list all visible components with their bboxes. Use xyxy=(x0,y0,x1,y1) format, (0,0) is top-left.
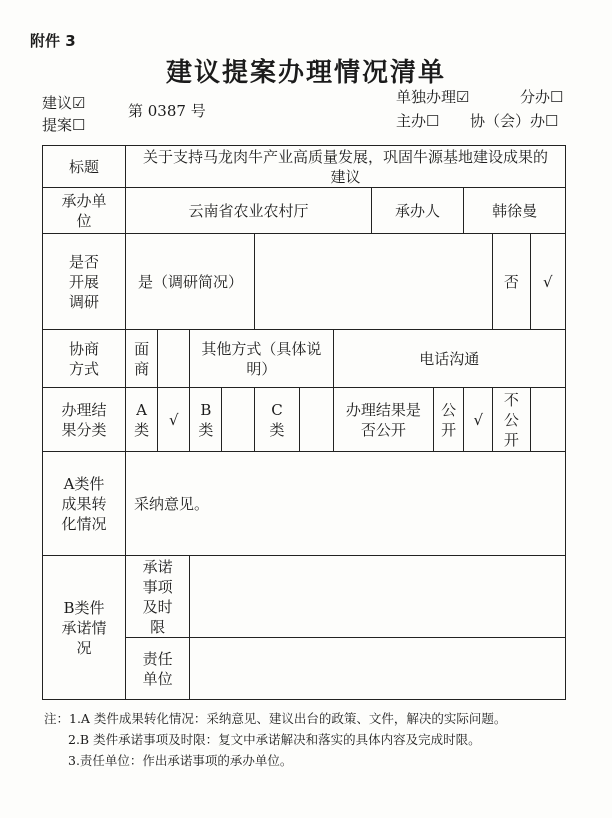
b-commit-label: B类件承诺情况 xyxy=(43,556,126,700)
result-label: 办理结果分类 xyxy=(43,388,126,452)
consult-face: 面商 xyxy=(126,330,158,388)
title-label: 标题 xyxy=(43,146,126,188)
mode-split: 分办☐ xyxy=(520,88,564,106)
result-b-mark xyxy=(222,388,254,452)
public-yes-check: √ xyxy=(464,388,493,452)
public-label: 办理结果是否公开 xyxy=(333,388,434,452)
research-summary xyxy=(254,234,493,330)
consult-other-value: 电话沟通 xyxy=(333,330,566,388)
note-1: 注：1.A 类件成果转化情况：采纳意见、建议出台的政策、文件，解决的实际问题。 xyxy=(44,711,507,726)
consult-label: 协商方式 xyxy=(43,330,126,388)
handler-value: 韩徐曼 xyxy=(464,188,566,234)
b-responsible-label: 责任单位 xyxy=(126,638,190,700)
mode-assist: 协（会）办☐ xyxy=(470,112,559,130)
result-a: A类 xyxy=(126,388,158,452)
research-yes: 是（调研简况） xyxy=(126,234,255,330)
consult-face-mark xyxy=(158,330,190,388)
b-commit-items-label: 承诺事项及时限 xyxy=(126,556,190,638)
result-a-check: √ xyxy=(158,388,190,452)
result-c: C类 xyxy=(254,388,300,452)
a-outcome-value: 采纳意见。 xyxy=(126,452,566,556)
mode-lead: 主办☐ xyxy=(396,112,440,130)
public-no: 不公开 xyxy=(493,388,530,452)
document-number: 第 0387 号 xyxy=(128,102,206,120)
public-no-mark xyxy=(530,388,565,452)
unit-value: 云南省农业农村厅 xyxy=(126,188,372,234)
handler-label: 承办人 xyxy=(371,188,463,234)
result-b: B类 xyxy=(190,388,222,452)
title-value: 关于支持马龙肉牛产业高质量发展，巩固牛源基地建设成果的建议 xyxy=(126,146,566,188)
research-label: 是否开展调研 xyxy=(43,234,126,330)
b-responsible-value xyxy=(190,638,566,700)
public-yes: 公开 xyxy=(434,388,464,452)
research-no-check: √ xyxy=(530,234,565,330)
consult-other: 其他方式（具体说明） xyxy=(190,330,333,388)
note-2: 2.B 类件承诺事项及时限：复文中承诺解决和落实的具体内容及完成时限。 xyxy=(68,732,481,747)
mode-single: 单独办理☑ xyxy=(396,88,470,106)
b-commit-items-value xyxy=(190,556,566,638)
a-outcome-label: A类件成果转化情况 xyxy=(43,452,126,556)
type-proposal: 提案☐ xyxy=(42,116,86,134)
notes xyxy=(44,708,506,771)
unit-label: 承办单位 xyxy=(43,188,126,234)
type-suggestion: 建议☑ xyxy=(42,94,86,112)
result-c-mark xyxy=(300,388,333,452)
attachment-label: 附件 3 xyxy=(30,32,76,50)
handling-table xyxy=(42,145,566,700)
note-3: 3.责任单位：作出承诺事项的承办单位。 xyxy=(68,753,293,768)
research-no: 否 xyxy=(493,234,530,330)
page-title: 建议提案办理情况清单 xyxy=(165,58,446,88)
